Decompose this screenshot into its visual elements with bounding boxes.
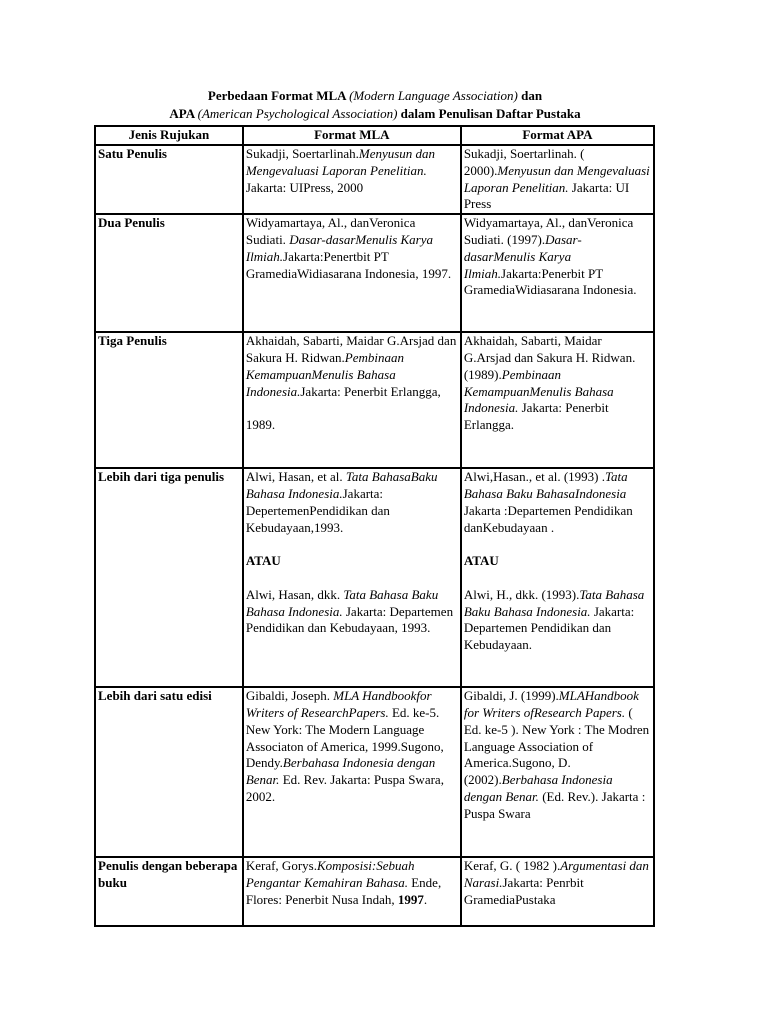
- reference-format-table: [94, 125, 655, 927]
- apa-cell: Sukadji, Soertarlinah. ( 2000).Menyusun dan Mengevaluasi Laporan Penelitian. Jakarta: UI Press: [461, 145, 654, 214]
- mla-cell: Alwi, Hasan, et al. Tata BahasaBaku Bahasa Indonesia.Jakarta: DepertemenPendidikan dan Kebudayaan,1993. ATAU Alwi, Hasan, dkk. Tata Bahasa Baku Bahasa Indonesia. Jakarta: Departemen Pendidikan dan Kebudayaan, 1993.: [243, 468, 461, 687]
- atau-label: ATAU: [463, 553, 499, 569]
- title-line-1: Perbedaan Format MLA (Modern Language Association) dan: [207, 88, 543, 103]
- row-kind: Tiga Penulis: [95, 332, 243, 468]
- row-kind: Dua Penulis: [95, 214, 243, 332]
- row-kind: Satu Penulis: [95, 145, 243, 214]
- table-header-row: [95, 126, 654, 145]
- table-row: [95, 214, 654, 332]
- apa-cell: Keraf, G. ( 1982 ).Argumentasi dan Narasi.Jakarta: Penrbit GramediaPustaka: [461, 857, 654, 926]
- apa-cell: Akhaidah, Sabarti, Maidar G.Arsjad dan Sakura H. Ridwan. (1989).Pembinaan KemampuanMenulis Bahasa Indonesia. Jakarta: Penerbit Erlangga.: [461, 332, 654, 468]
- mla-cell: Widyamartaya, Al., danVeronica Sudiati. Dasar-dasarMenulis Karya Ilmiah.Jakarta:Penertbit PT GramediaWidiasarana Indonesia, 1997.: [243, 214, 461, 332]
- mla-cell: Sukadji, Soertarlinah.Menyusun dan Mengevaluasi Laporan Penelitian. Jakarta: UIPress, 2000: [243, 145, 461, 214]
- header-format-apa: Format APA: [461, 126, 654, 145]
- row-kind: Penulis dengan beberapa buku: [95, 857, 243, 926]
- table-row: [95, 332, 654, 468]
- page-title: [94, 87, 656, 123]
- table-row: [95, 145, 654, 214]
- mla-cell: Gibaldi, Joseph. MLA Handbookfor Writers of ResearchPapers. Ed. ke-5. New York: The Modern Language Associaton of America, 1999.Sugono, Dendy.Berbahasa Indonesia dengan Benar. Ed. Rev. Jakarta: Puspa Swara, 2002.: [243, 687, 461, 857]
- mla-cell: Akhaidah, Sabarti, Maidar G.Arsjad dan Sakura H. Ridwan.Pembinaan KemampuanMenulis Bahasa Indonesia.Jakarta: Penerbit Erlangga, 1989.: [243, 332, 461, 468]
- apa-cell: Gibaldi, J. (1999).MLAHandbook for Writers ofResearch Papers. ( Ed. ke-5 ). New York : The Modren Language Association of America.Sugono, D. (2002).Berbahasa Indonesia dengan Benar. (Ed. Rev.). Jakarta : Puspa Swara: [461, 687, 654, 857]
- header-format-mla: Format MLA: [243, 126, 461, 145]
- apa-cell: Widyamartaya, Al., danVeronica Sudiati. (1997).Dasar-dasarMenulis Karya Ilmiah.Jakarta:Penerbit PT GramediaWidiasarana Indonesia.: [461, 214, 654, 332]
- row-kind: Lebih dari tiga penulis: [95, 468, 243, 687]
- table-row: [95, 468, 654, 687]
- table-row: [95, 857, 654, 926]
- mla-cell: Keraf, Gorys.Komposisi:Sebuah Pengantar Kemahiran Bahasa. Ende, Flores: Penerbit Nusa Indah, 1997.: [243, 857, 461, 926]
- table-row: [95, 687, 654, 857]
- atau-label: ATAU: [245, 553, 281, 569]
- title-line-2: APA (American Psychological Association) dalam Penulisan Daftar Pustaka: [169, 106, 581, 121]
- apa-cell: Alwi,Hasan., et al. (1993) .Tata Bahasa Baku BahasaIndonesia Jakarta :Departemen Pendidikan danKebudayaan . ATAU Alwi, H., dkk. (1993).Tata Bahasa Baku Bahasa Indonesia. Jakarta: Departemen Pendidikan dan Kebudayaan.: [461, 468, 654, 687]
- header-jenis-rujukan: Jenis Rujukan: [95, 126, 243, 145]
- row-kind: Lebih dari satu edisi: [95, 687, 243, 857]
